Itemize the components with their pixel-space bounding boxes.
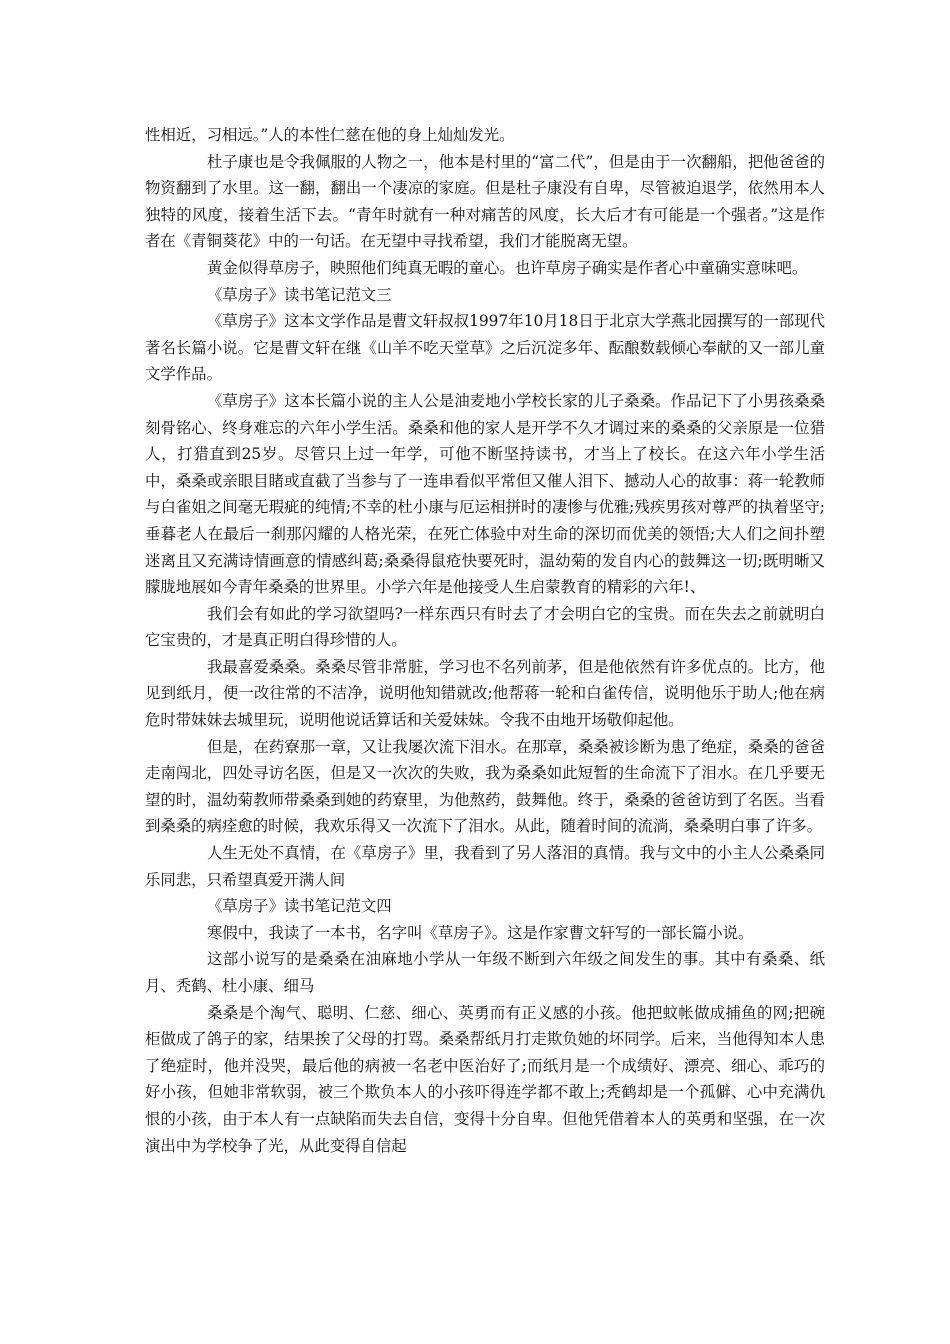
paragraph: 我们会有如此的学习欲望吗?一样东西只有时去了才会明白它的宝贵。而在失去之前就明白它宝贵的，才是真正明白得珍惜的人。 <box>145 604 825 650</box>
document-page <box>145 122 825 1159</box>
paragraph: 杜子康也是令我佩服的人物之一，他本是村里的“富二代”，但是由于一次翻船，把他爸爸的物资翻到了水里。这一翻，翻出一个凄凉的家庭。但是杜子康没有自卑，尽管被迫退学，依然用本人独特的风度，接着生活下去。“青年时就有一种对痛苦的风度，长大后才有可能是一个强者。”这是作者在《青铜葵花》中的一句话。在无望中寻找希望，我们才能脱离无望。 <box>145 152 825 251</box>
paragraph: 我最喜爱桑桑。桑桑尽管非常脏，学习也不名列前茅，但是他依然有许多优点的。比方，他见到纸月，便一改往常的不洁净，说明他知错就改;他帮蒋一轮和白雀传信，说明他乐于助人;他在病危时带妹妹去城里玩，说明他说话算话和关爱妹妹。令我不由地开场敬仰起他。 <box>145 657 825 730</box>
section-heading: 《草房子》读书笔记范文四 <box>207 897 392 916</box>
paragraph: 这部小说写的是桑桑在油麻地小学从一年级不断到六年级之间发生的事。其中有桑桑、纸月、秃鹤、杜小康、细马 <box>145 950 825 995</box>
paragraph: 黄金似得草房子，映照他们纯真无暇的童心。也许草房子确实是作者心中童确实意味吧。 <box>207 258 808 277</box>
paragraph: 《草房子》这本文学作品是曹文轩叔叔1997年10月18日于北京大学燕北园撰写的一部现代著名长篇小说。它是曹文轩在继《山羊不吃天堂草》之后沉淀多年、酝酿数载倾心奉献的又一部儿童文学作品。 <box>145 312 825 384</box>
section-heading: 《草房子》读书笔记范文三 <box>207 285 392 304</box>
paragraph: 寒假中，我读了一本书，名字叫《草房子》。这是作家曹文轩写的一部长篇小说。 <box>207 923 754 942</box>
paragraph: 性相近，习相远。”人的本性仁慈在他的身上灿灿发光。 <box>145 126 515 144</box>
paragraph: 桑桑是个淘气、聪明、仁慈、细心、英勇而有正义感的小孩。他把蚊帐做成捕鱼的网;把碗柜做成了鸽子的家，结果挨了父母的打骂。桑桑帮纸月打走欺负她的坏同学。后来，当他得知本人患了绝症时，他并没哭，最后他的病被一名老中医治好了;而纸月是一个成绩好、漂亮、细心、乖巧的好小孩，但她非常软弱，被三个欺负本人的小孩吓得连学都不敢上;秃鹤却是一个孤僻、心中充满仇恨的小孩，由于本人有一点缺陷而失去自信，变得十分自卑。但他凭借着本人的英勇和坚强，在一次演出中为学校争了光，从此变得自信起 <box>145 1003 825 1155</box>
paragraph: 人生无处不真情，在《草房子》里，我看到了另人落泪的真情。我与文中的小主人公桑桑同乐同悲，只希望真爱开满人间 <box>145 844 825 889</box>
paragraph: 但是，在药寮那一章，又让我屡次流下泪水。在那章，桑桑被诊断为患了绝症，桑桑的爸爸走南闯北，四处寻访名医，但是又一次次的失败，我为桑桑如此短暂的生命流下了泪水。在几乎要无望的时，温幼菊教师带桑桑到她的药寮里，为他熬药，鼓舞他。终于，桑桑的爸爸访到了名医。当看到桑桑的病痊愈的时候，我欢乐得又一次流下了泪水。从此，随着时间的流淌，桑桑明白事了许多。 <box>145 737 825 836</box>
paragraph: 《草房子》这本长篇小说的主人公是油麦地小学校长家的儿子桑桑。作品记下了小男孩桑桑刻骨铭心、终身难忘的六年小学生活。桑桑和他的家人是开学不久才调过来的桑桑的父亲原是一位猎人，打猎直到25岁。尽管只上过一年学，可他不断坚持读书，才当上了校长。在这六年小学生活中，桑桑或亲眼目睹或直截了当参与了一连串看似平常但又催人泪下、撼动人心的故事：蒋一轮教师与白雀姐之间毫无瑕疵的纯情;不幸的杜小康与厄运相拼时的凄惨与优雅;残疾男孩对尊严的执着坚守;垂暮老人在最后一刹那闪耀的人格光荣，在死亡体验中对生命的深切而优美的领悟;大人们之间扑塑迷离且又充满诗情画意的情感纠葛;桑桑得鼠疮快要死时，温幼菊的发自内心的鼓舞这一切;既明晰又朦胧地展如今青年桑桑的世界里。小学六年是他接受人生启蒙教育的精彩的六年!、 <box>145 391 825 597</box>
